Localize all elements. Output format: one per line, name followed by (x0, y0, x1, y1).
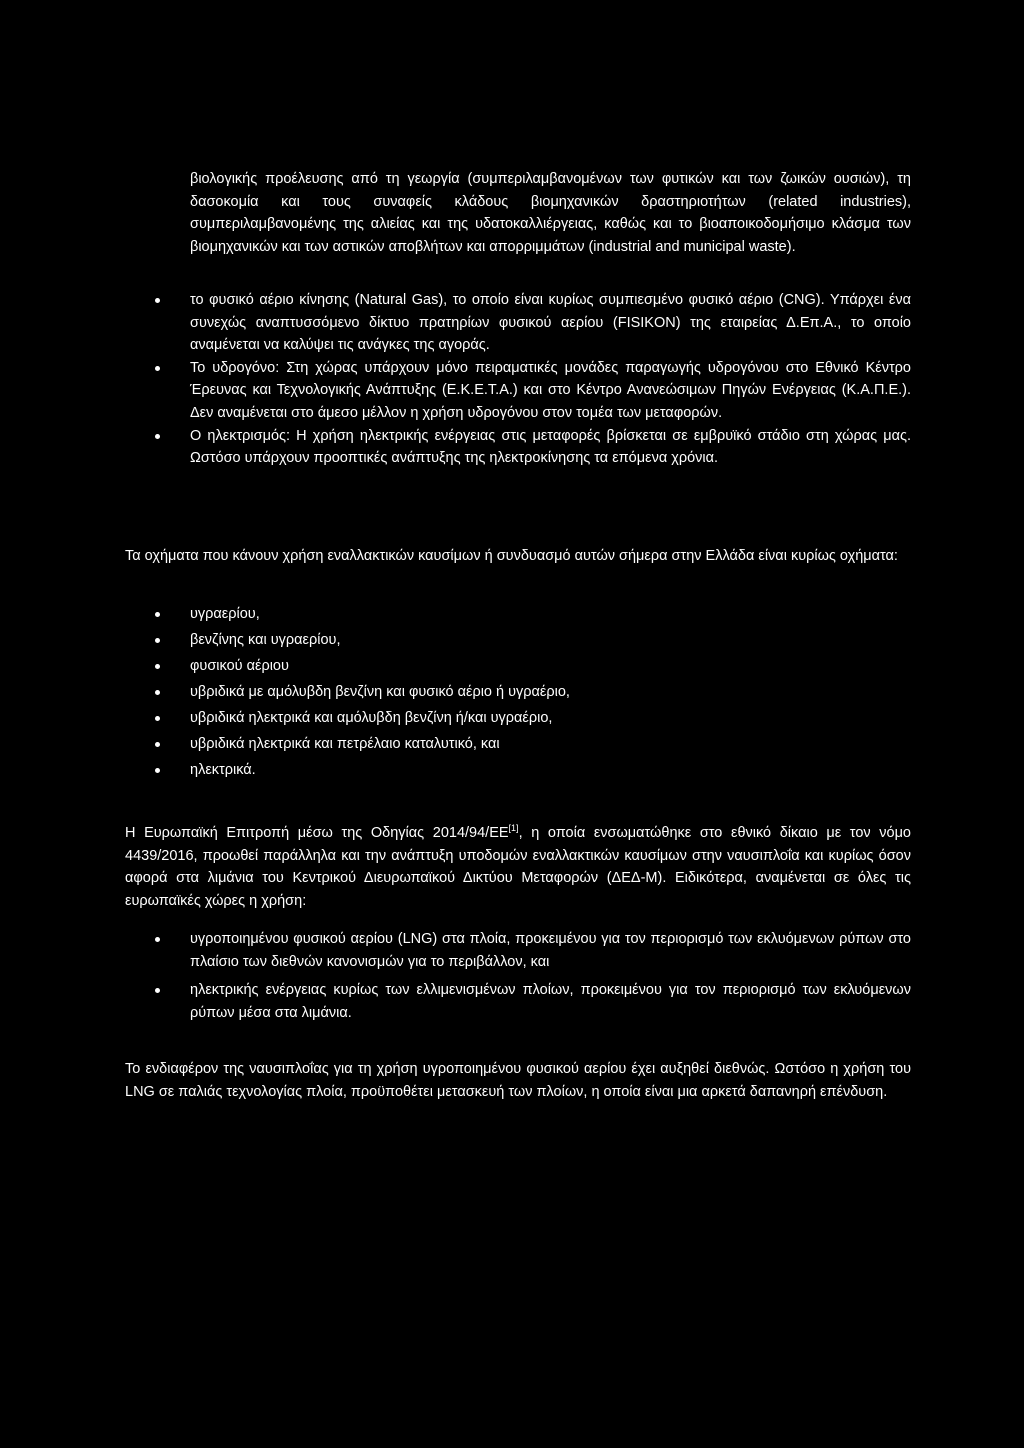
bullet-icon (155, 768, 160, 773)
list-item (125, 979, 911, 1024)
list-item (125, 707, 911, 730)
bullet-icon (155, 298, 160, 303)
list-item-text: ηλεκτρικής ενέργειας κυρίως των ελλιμενισμένων πλοίων, προκειμένου για τον περιορισμό των εκλυόμενων ρύπων μέσα στα λιμάνια. (190, 982, 911, 1021)
bullet-icon (155, 937, 160, 942)
list-item-text: το φυσικό αέριο κίνησης (Natural Gas), το οποίο είναι κυρίως συμπιεσμένο φυσικό αέριο (CNG). Υπάρχει ένα συνεχώς αναπτυσσόμενο δίκτυο πρατηρίων φυσικού αερίου (FISIKON) της εταιρείας Δ.Επ.Α., το οποίο αναμένεται να καλύψει τις ανάγκες της αγοράς. (190, 292, 911, 354)
list-item-text: βενζίνης και υγραερίου, (190, 631, 341, 648)
list-item-text: υγροποιημένου φυσικού αερίου (LNG) στα πλοία, προκειμένου για τον περιορισμό των εκλυόμενων ρύπων στο πλαίσιο των διεθνών κανονισμών για το περιβάλλον, και (190, 931, 911, 970)
footnote-reference[interactable]: [1] (508, 823, 519, 834)
bullet-icon (155, 690, 160, 695)
list-item (125, 603, 911, 626)
list-item (125, 357, 911, 425)
list-item (125, 425, 911, 470)
list-item-text: υβριδικά με αμόλυβδη βενζίνη και φυσικό αέριο ή υγραέριο, (190, 683, 570, 700)
list-item-text: Ο ηλεκτρισμός: Η χρήση ηλεκτρικής ενέργειας στις μεταφορές βρίσκεται σε εμβρυϊκό στάδιο στη χώρας μας. Ωστόσο υπάρχουν προοπτικές ανάπτυξης της ηλεκτροκίνησης τα επόμενα χρόνια. (190, 427, 911, 467)
list-item-text: υγραερίου, (190, 606, 260, 622)
bullet-icon (155, 434, 160, 439)
bullet-icon (155, 366, 160, 371)
port-bullet-list (125, 928, 911, 1024)
list-item (125, 655, 911, 678)
list-item (125, 928, 911, 973)
list-item (125, 629, 911, 652)
bullet-icon (155, 716, 160, 721)
bullet-icon (155, 638, 160, 643)
list-item-text: ηλεκτρικά. (190, 761, 256, 778)
directive-paragraph (125, 822, 911, 912)
list-item (125, 289, 911, 357)
list-item-text: υβριδικά ηλεκτρικά και αμόλυβδη βενζίνη ή/και υγραέριο, (190, 709, 553, 726)
directive-text-start: Η Ευρωπαϊκή Επιτροπή μέσω της Οδηγίας 2014/94/ΕΕ (125, 825, 509, 841)
list-item-text: φυσικού αέριου (190, 657, 289, 674)
directive-text-end: , η οποία ενσωματώθηκε στο εθνικό δίκαιο με τον νόμο 4439/2016, προωθεί παράλληλα και την ανάπτυξη υποδομών εναλλακτικών καυσίμων στην ναυσιπλοΐα και κυρίως όσον αφορά στα λιμάνια του Κεντρικού Διευρωπαϊκού Δικτύου Μεταφορών (ΔΕΔ-Μ). Ειδικότερα, αναμένεται σε όλες τις ευρωπαϊκές χώρες η χρήση: (125, 825, 911, 909)
list-item (125, 733, 911, 756)
bullet-icon (155, 742, 160, 747)
list-item (125, 759, 911, 782)
closing-paragraph: Το ενδιαφέρον της ναυσιπλοΐας για τη χρήση υγροποιημένου φυσικού αερίου έχει αυξηθεί διεθνώς. Ωστόσο η χρήση του LNG σε παλιάς τεχνολογίας πλοία, προϋποθέτει μετασκευή των πλοίων, η οποία είναι μια αρκετά δαπανηρή επένδυση. (125, 1061, 911, 1100)
bullet-icon (155, 988, 160, 993)
vehicles-intro-paragraph: Τα οχήματα που κάνουν χρήση εναλλακτικών καυσίμων ή συνδυασμό αυτών σήμερα στην Ελλάδα είναι κυρίως οχήματα: (125, 548, 898, 564)
bullet-icon (155, 664, 160, 669)
intro-bullet-continuation: βιολογικής προέλευσης από τη γεωργία (συμπεριλαμβανομένων των φυτικών και των ζωικών ουσιών), τη δασοκομία και τους συναφείς κλάδους βιομηχανικών δραστηριοτήτων (related industries), συμπεριλαμβανομένης της αλιείας και της υδατοκαλλιέργειας, καθώς και το βιοαποικοδομήσιμο κλάσμα των βιομηχανικών και των αστικών αποβλήτων και απορριμμάτων (industrial and municipal waste). (190, 171, 911, 255)
list-item-text: Το υδρογόνο: Στη χώρας υπάρχουν μόνο πειραματικές μονάδες παραγωγής υδρογόνου στο Εθνικό Κέντρο Έρευνας και Τεχνολογικής Ανάπτυξης (Ε.Κ.Ε.Τ.Α.) και στο Κέντρο Ανανεώσιμων Πηγών Ενέργειας (Κ.Α.Π.Ε.). Δεν αναμένεται στο άμεσο μέλλον η χρήση υδρογόνου στον τομέα των μεταφορών. (190, 359, 911, 421)
list-item-text: υβριδικά ηλεκτρικά και πετρέλαιο καταλυτικό, και (190, 735, 500, 752)
list-item (125, 681, 911, 704)
fuel-bullet-list (125, 289, 911, 470)
vehicle-types-list (125, 603, 911, 785)
bullet-icon (155, 612, 160, 617)
